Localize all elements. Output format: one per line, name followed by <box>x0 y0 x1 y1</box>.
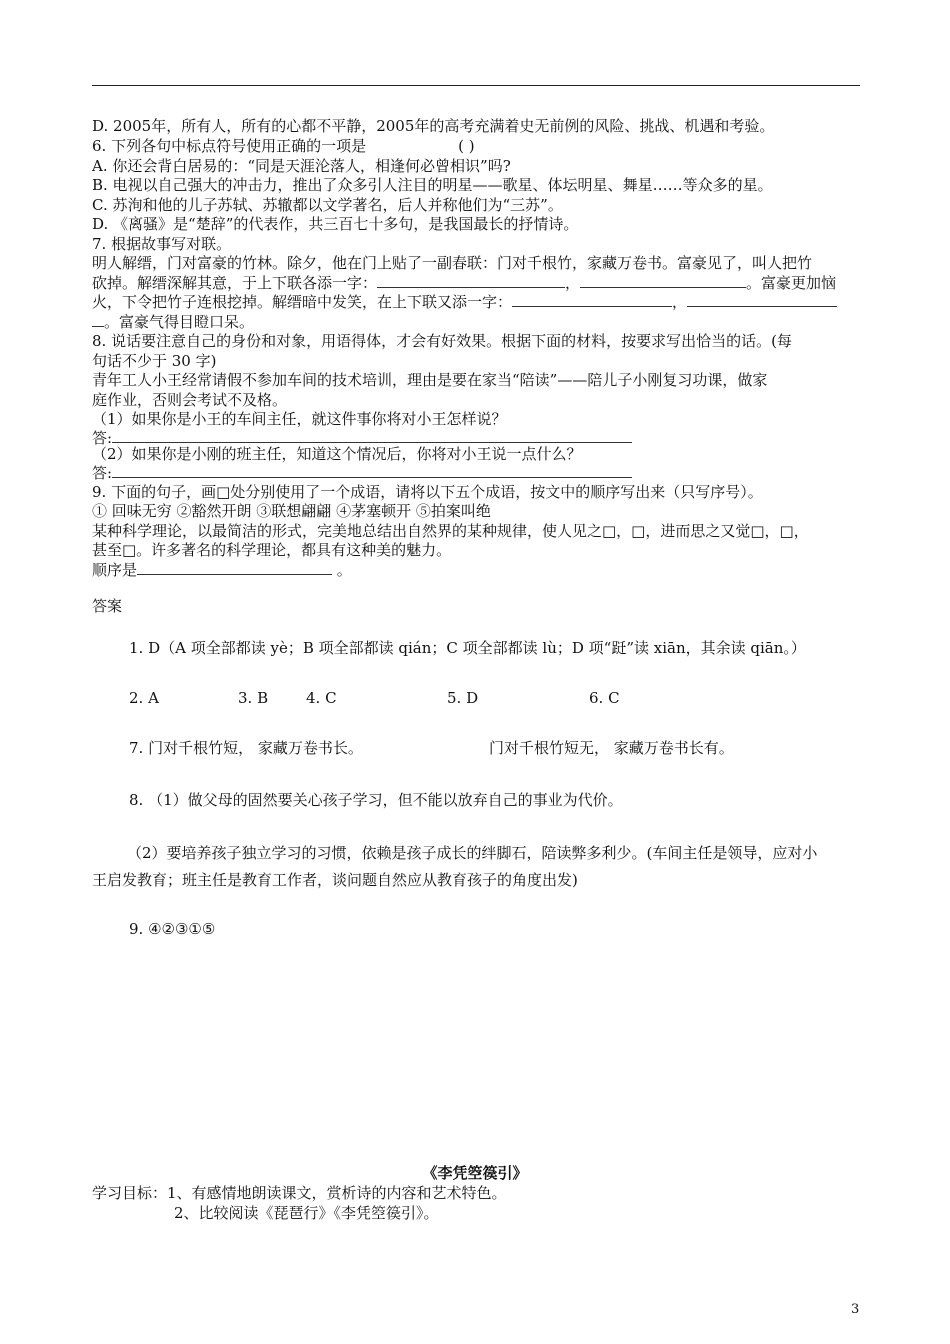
fill-blank-1[interactable] <box>377 273 565 288</box>
fill-blank-2[interactable] <box>580 273 746 288</box>
q7-story-line-1: 明人解缙，门对富豪的竹林。除夕，他在门上贴了一副春联：门对千根竹，家藏万卷书。富豪见了，叫人把竹 <box>92 254 813 272</box>
answer-line-2[interactable] <box>112 463 632 478</box>
q9-passage-line-1: 某种科学理论，以最简洁的形式，完美地总结出自然界的某种规律，使人见之□，□，进而思之又觉□，□， <box>92 522 809 540</box>
q9-options: ① 回味无穷 ②豁然开朗 ③联想翩翩 ④茅塞顿开 ⑤拍案叫绝 <box>92 502 491 520</box>
q8-subquestion-1: （1）如果你是小王的车间主任，就这件事你将对小王怎样说？ <box>92 410 507 428</box>
q7-story-line-3 <box>92 292 837 312</box>
answer-paren: ( ) <box>458 137 475 155</box>
answer-8-part-2-cont: 王启发教育；班主任是教育工作者，谈问题自然应从教育孩子的角度出发) <box>92 871 578 889</box>
answer-2: 2. A <box>129 689 159 707</box>
header-rule <box>92 85 860 86</box>
answer-8-part-1: 8. （1）做父母的固然要关心孩子学习，但不能以放弃自己的事业为代价。 <box>129 791 623 809</box>
learning-goal-1: 学习目标：1、有感情地朗读课文，赏析诗的内容和艺术特色。 <box>92 1184 507 1202</box>
question-9: 9. 下面的句子，画□处分别使用了一个成语，请将以下五个成语，按文中的顺序写出来（只写序号）。 <box>92 483 763 501</box>
q7-text: 。富豪更加恼 <box>746 274 837 292</box>
answer-7-second: 门对千根竹短无， 家藏万卷书长有。 <box>489 739 734 757</box>
answer-8-part-2: （2）要培养孩子独立学习的习惯，依赖是孩子成长的绊脚石，陪读弊多利少。(车间主任是领导，应对小 <box>127 844 818 862</box>
fill-blank-4-end[interactable] <box>92 312 104 327</box>
q8-answer-2 <box>92 463 632 483</box>
comma: ， <box>565 274 581 292</box>
q7-text: 。富豪气得目瞪口呆。 <box>104 313 255 331</box>
option-d-2005: D. 2005年，所有人，所有的心都不平静，2005年的高考充满着史无前例的风险、挑战、机遇和考验。 <box>92 117 775 135</box>
answer-label: 答: <box>92 464 113 482</box>
comma: ， <box>672 293 688 311</box>
answers-heading: 答案 <box>92 597 123 615</box>
answer-6: 6. C <box>589 689 620 707</box>
q7-story-line-2 <box>92 273 836 293</box>
question-7: 7. 根据故事写对联。 <box>92 235 232 253</box>
question-8-line-1: 8. 说话要注意自己的身份和对象，用语得体，才会有好效果。根据下面的材料，按要求写出恰当的话。(每 <box>92 332 792 350</box>
q8-material-line-1: 青年工人小王经常请假不参加车间的技术培训，理由是要在家当“陪读”——陪儿子小刚复习功课，做家 <box>92 371 768 389</box>
answer-line-1[interactable] <box>112 428 632 443</box>
q7-story-line-4 <box>92 312 254 332</box>
q9-order-line <box>92 560 352 580</box>
q6-option-c: C. 苏洵和他的儿子苏轼、苏辙都以文学著名，后人并称他们为“三苏”。 <box>92 196 563 214</box>
q7-text: 火，下令把竹子连根挖掉。解缙暗中发笑，在上下联又添一字： <box>92 293 513 311</box>
answer-4: 4. C <box>306 689 337 707</box>
question-6-text: 6. 下列各句中标点符号使用正确的一项是 <box>92 137 367 155</box>
q8-material-line-2: 庭作业，否则会考试不及格。 <box>92 391 288 409</box>
answer-3: 3. B <box>238 689 269 707</box>
q6-option-b: B. 电视以自己强大的冲击力，推出了众多引人注目的明星——歌星、体坛明星、舞星……等众多的星。 <box>92 176 773 194</box>
answer-7-first: 7. 门对千根竹短， 家藏万卷书长。 <box>129 739 363 757</box>
q9-passage-line-2: 甚至□。许多著名的科学理论，都具有这种美的魅力。 <box>92 541 452 559</box>
answer-5: 5. D <box>447 689 479 707</box>
period: 。 <box>332 561 352 579</box>
order-blank[interactable] <box>137 560 332 575</box>
fill-blank-4[interactable] <box>687 292 837 307</box>
q8-subquestion-2: （2）如果你是小刚的班主任，知道这个情况后，你将对小王说一点什么？ <box>92 445 582 463</box>
answer-1: 1. D（A 项全部都读 yè；B 项全部都读 qián；C 项全部都读 lù；D 项“跹”读 xiān，其余读 qiān。） <box>129 639 806 657</box>
learning-goal-2: 2、比较阅读《琵琶行》《李凭箜篌引》。 <box>174 1204 439 1222</box>
order-label: 顺序是 <box>92 561 138 579</box>
q6-option-a: A. 你还会背白居易的：“同是天涯沦落人，相逢何必曾相识”吗? <box>92 157 511 175</box>
q7-text: 砍掉。解缙深解其意，于上下联各添一字： <box>92 274 378 292</box>
lesson-title: 《李凭箜篌引》 <box>422 1164 528 1182</box>
q6-option-d: D. 《离骚》是“楚辞”的代表作，共三百七十多句，是我国最长的抒情诗。 <box>92 215 579 233</box>
question-6 <box>92 136 475 156</box>
page-number: 3 <box>851 1302 860 1317</box>
question-8-line-2: 句话不少于 30 字) <box>92 352 217 370</box>
answer-label: 答: <box>92 429 113 447</box>
answer-9: 9. ④②③①⑤ <box>129 920 216 938</box>
fill-blank-3[interactable] <box>512 292 672 307</box>
